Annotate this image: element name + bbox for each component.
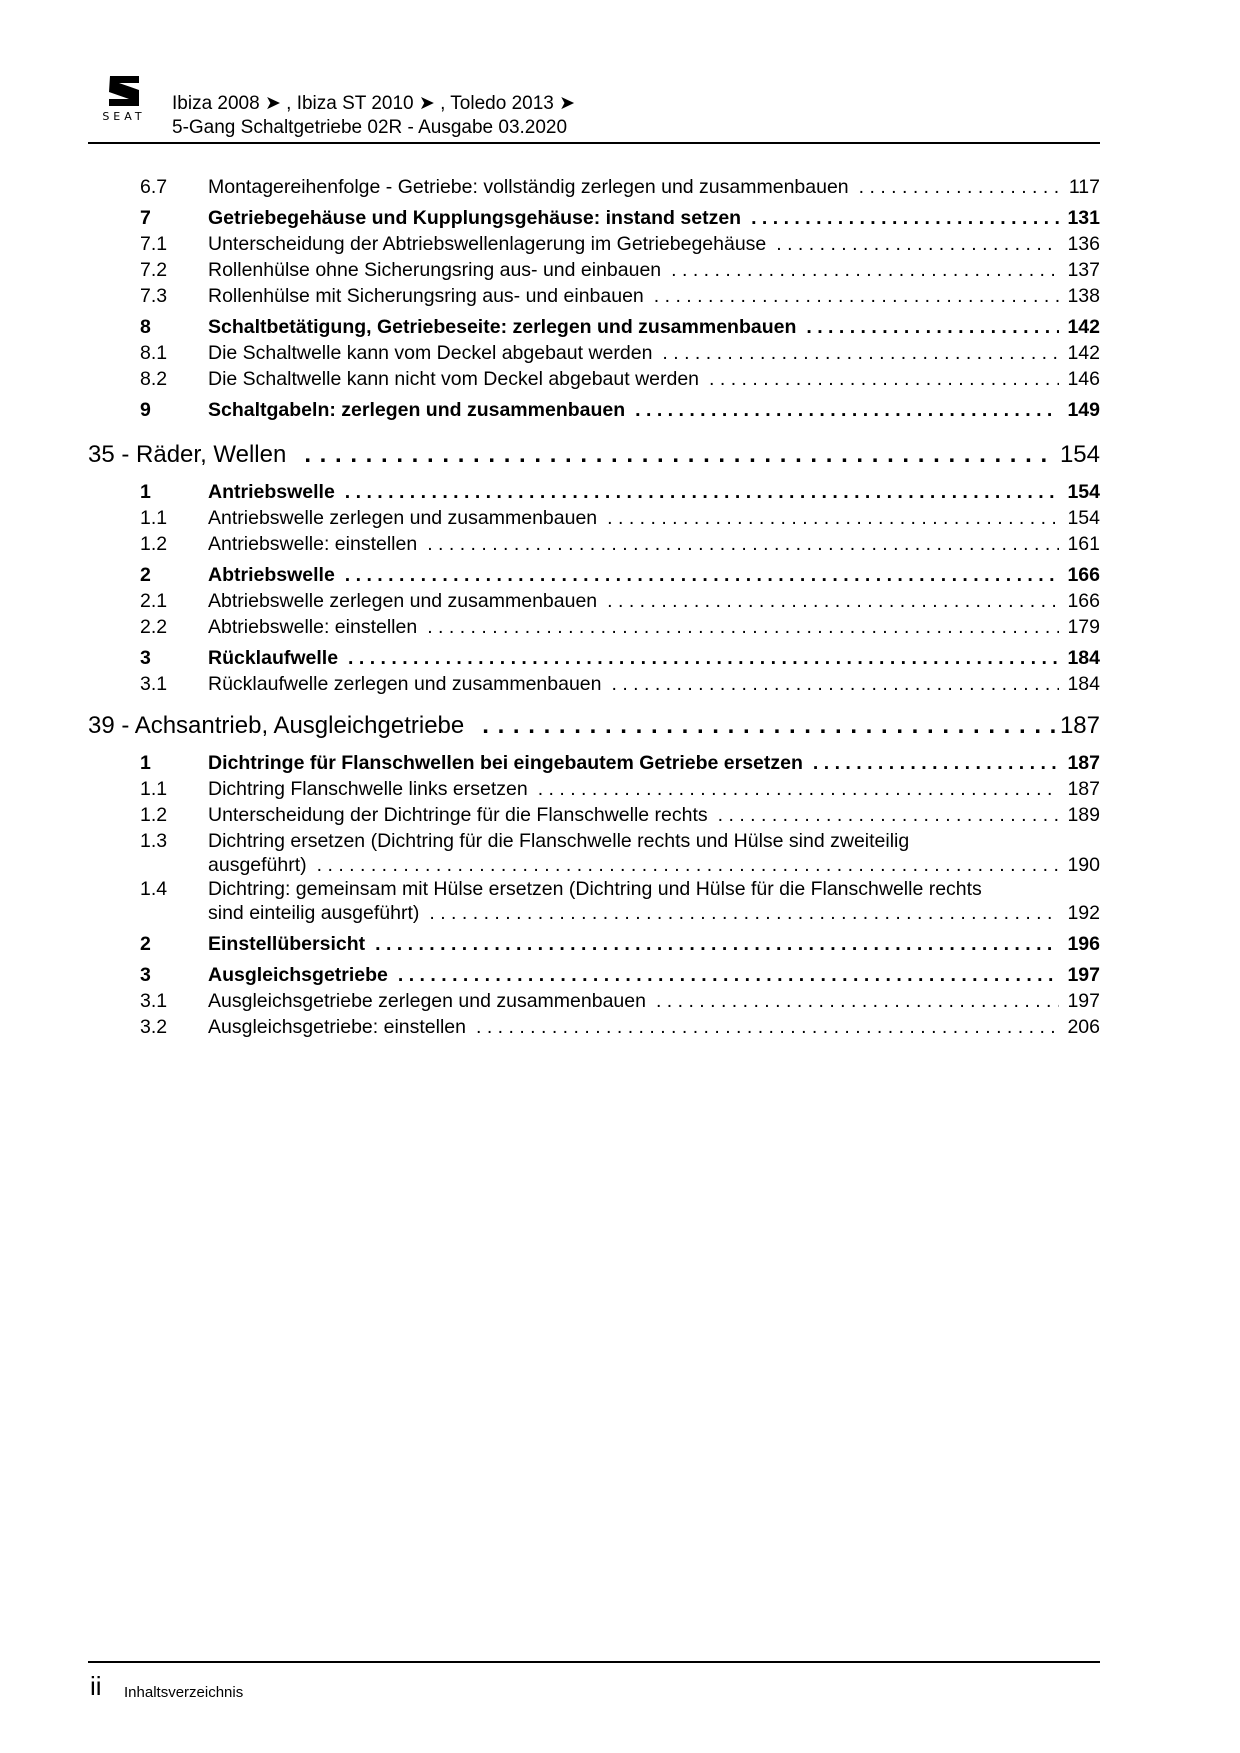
toc-page: 154: [1067, 481, 1100, 503]
toc-page: 184: [1067, 647, 1100, 669]
seat-logo: [94, 74, 152, 126]
toc-title-line1: Dichtring: gemeinsam mit Hülse ersetzen (Dichtring und Hülse für die Flanschwelle rechts: [208, 878, 982, 900]
toc-page: 179: [1067, 616, 1100, 638]
toc-number: 8.2: [140, 368, 168, 390]
toc-title: Die Schaltwelle kann nicht vom Deckel abgebaut werden: [208, 368, 700, 390]
toc-page: 142: [1067, 316, 1100, 338]
toc-number: 2.1: [140, 590, 168, 612]
toc-title-line1: Dichtring ersetzen (Dichtring für die Flanschwelle rechts und Hülse sind zweiteilig: [208, 830, 910, 852]
toc-title: Antriebswelle zerlegen und zusammenbauen: [208, 507, 598, 529]
toc-title: Getriebegehäuse und Kupplungsgehäuse: instand setzen: [208, 207, 742, 229]
toc-title: Ausgleichsgetriebe: einstellen: [208, 1016, 466, 1038]
toc-title: Rollenhülse mit Sicherungsring aus- und einbauen: [208, 285, 644, 307]
toc-title: Schaltbetätigung, Getriebeseite: zerlegen und zusammenbauen: [208, 316, 797, 338]
chapter-page: 154: [1059, 441, 1100, 468]
toc-number: 6.7: [140, 176, 168, 198]
toc-page: 184: [1067, 673, 1100, 695]
toc-page: 189: [1067, 804, 1100, 826]
page-header: [88, 70, 1100, 144]
toc-number: 2.2: [140, 616, 168, 638]
toc-title: Unterscheidung der Dichtringe für die Flanschwelle rechts: [208, 804, 708, 826]
header-models: Ibiza 2008 ➤ , Ibiza ST 2010 ➤ , Toledo 2013 ➤: [172, 93, 576, 114]
toc-title: Unterscheidung der Abtriebswellenlagerung im Getriebegehäuse: [208, 233, 767, 255]
chapter-title: 39 - Achsantrieb, Ausgleichgetriebe: [88, 712, 465, 739]
toc-title: Einstellübersicht: [208, 933, 366, 955]
seat-logo-icon: [106, 74, 142, 108]
toc-number: 3.2: [140, 1016, 168, 1038]
toc-number: 1.3: [140, 830, 168, 852]
toc-number: 7.3: [140, 285, 168, 307]
toc-title: Rücklaufwelle: [208, 647, 339, 669]
toc-title: Abtriebswelle: [208, 564, 335, 586]
header-edition: 5-Gang Schaltgetriebe 02R - Ausgabe 03.2020: [172, 117, 568, 138]
toc-title: Dichtring Flanschwelle links ersetzen: [208, 778, 528, 800]
toc-page: 166: [1067, 590, 1100, 612]
toc-title: Ausgleichsgetriebe zerlegen und zusammenbauen: [208, 990, 646, 1012]
toc-number: 1: [140, 752, 151, 774]
toc-page: 149: [1067, 399, 1100, 421]
toc-number: 8: [140, 316, 151, 338]
toc-page: 138: [1067, 285, 1100, 307]
toc-page: 166: [1067, 564, 1100, 586]
toc-number: 7.1: [140, 233, 168, 255]
toc-title: Abtriebswelle: einstellen: [208, 616, 418, 638]
toc-number: 3: [140, 647, 151, 669]
toc-page: 197: [1067, 964, 1100, 986]
toc-title: Montagereihenfolge - Getriebe: vollständig zerlegen und zusammenbauen: [208, 176, 849, 198]
page-footer: [88, 1661, 1100, 1701]
toc-title: Antriebswelle: [208, 481, 335, 503]
toc-number: 7.2: [140, 259, 168, 281]
toc-page: 146: [1067, 368, 1100, 390]
toc-page: 161: [1067, 533, 1100, 555]
chapter-title: 35 - Räder, Wellen: [88, 441, 287, 468]
logo-wordmark: SEAT: [102, 110, 146, 123]
toc-title: Schaltgabeln: zerlegen und zusammenbauen: [208, 399, 626, 421]
toc-page: 187: [1067, 778, 1100, 800]
toc-number: 1.2: [140, 804, 168, 826]
toc-page: 117: [1068, 176, 1100, 198]
toc-number: 3: [140, 964, 151, 986]
toc-title-line2: ausgeführt): [208, 854, 307, 876]
toc-number: 8.1: [140, 342, 168, 364]
toc-page: 142: [1067, 342, 1100, 364]
toc-page: 137: [1067, 259, 1100, 281]
toc-title-line2: sind einteilig ausgeführt): [208, 902, 420, 924]
toc-number: 1.1: [140, 507, 168, 529]
toc-number: 3.1: [140, 673, 168, 695]
toc-page: 197: [1067, 990, 1100, 1012]
toc-number: 2: [140, 933, 151, 955]
chapter-page: 187: [1059, 712, 1100, 739]
toc-title: Rücklaufwelle zerlegen und zusammenbauen: [208, 673, 602, 695]
toc-page: 187: [1067, 752, 1100, 774]
toc-title: Rollenhülse ohne Sicherungsring aus- und einbauen: [208, 259, 662, 281]
toc-page: 154: [1067, 507, 1100, 529]
toc-number: 7: [140, 207, 151, 229]
toc-title: Dichtringe für Flanschwellen bei eingebautem Getriebe ersetzen: [208, 752, 803, 774]
toc-number: 3.1: [140, 990, 168, 1012]
toc-number: 1: [140, 481, 151, 503]
toc-page: 190: [1067, 854, 1100, 876]
toc-title: Abtriebswelle zerlegen und zusammenbauen: [208, 590, 598, 612]
footer-page-number: ii: [90, 1671, 102, 1701]
toc-page: 206: [1067, 1016, 1100, 1038]
footer-label: Inhaltsverzeichnis: [124, 1684, 244, 1701]
toc-page: 131: [1067, 207, 1100, 229]
toc-title: Ausgleichsgetriebe: [208, 964, 388, 986]
toc-number: 1.4: [140, 878, 168, 900]
toc-number: 1.1: [140, 778, 168, 800]
toc-page: 136: [1067, 233, 1100, 255]
toc-number: 1.2: [140, 533, 168, 555]
toc-number: 2: [140, 564, 151, 586]
toc-page: 192: [1067, 902, 1100, 924]
toc-number: 9: [140, 399, 151, 421]
toc-title: Antriebswelle: einstellen: [208, 533, 418, 555]
toc-page: 196: [1067, 933, 1100, 955]
toc-title: Die Schaltwelle kann vom Deckel abgebaut werden: [208, 342, 653, 364]
